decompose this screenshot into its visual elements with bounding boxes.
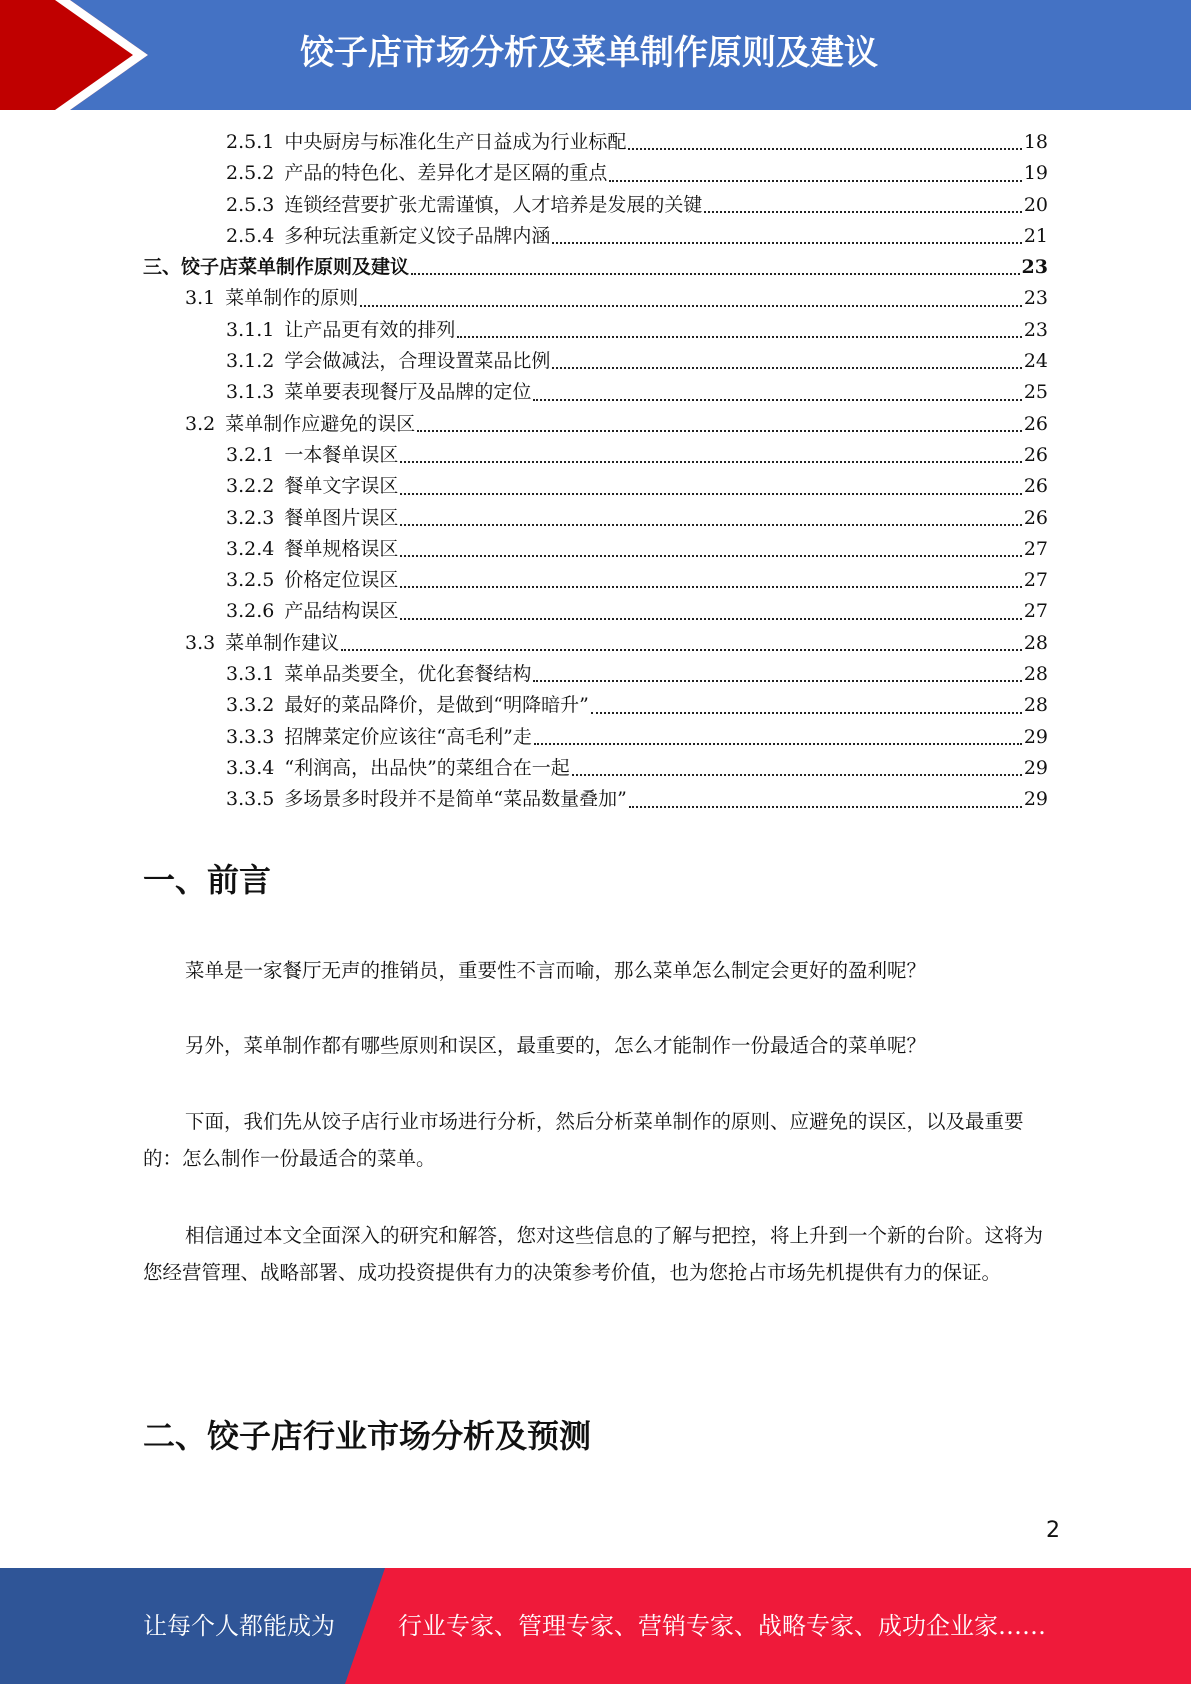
toc-entry-number: 2.5.2 [226, 162, 275, 185]
toc-entry-number: 3.3.2 [226, 694, 275, 717]
toc-entry-number: 3.1 [185, 287, 216, 310]
toc-entry[interactable] [143, 190, 1048, 221]
toc-entry-number: 3.2.5 [226, 569, 275, 592]
toc-entry-number: 3.1.2 [226, 350, 275, 373]
toc-entry-title: 餐单文字误区 [284, 475, 399, 498]
toc-entry[interactable] [143, 221, 1048, 252]
toc-entry-number: 3.1.3 [226, 381, 275, 404]
toc-entry-title: 菜单制作建议 [225, 631, 340, 654]
toc-entry-title: 多场景多时段并不是简单“菜品数量叠加” [284, 788, 627, 811]
toc-entry-title: 价格定位误区 [284, 569, 399, 592]
toc-entry-title: 餐单规格误区 [284, 537, 399, 560]
toc-entry-title: 饺子店菜单制作原则及建议 [181, 256, 410, 279]
page-number: 2 [1046, 1518, 1060, 1543]
page-footer [0, 1568, 1191, 1684]
toc-entry-number: 3.3.5 [226, 788, 275, 811]
toc-entry[interactable] [143, 409, 1048, 440]
toc-entry-number: 3.2.1 [226, 443, 275, 466]
toc-dot-leader [609, 179, 1021, 182]
toc-entry-page: 28 [1023, 631, 1048, 654]
toc-dot-leader [457, 335, 1021, 338]
toc-entry-page: 19 [1023, 162, 1048, 185]
toc-entry-page: 18 [1023, 131, 1048, 153]
toc-entry[interactable] [143, 377, 1048, 408]
toc-dot-leader [572, 773, 1022, 776]
toc-entry-number: 2.5.1 [226, 131, 275, 153]
toc-entry-page: 23 [1023, 318, 1048, 341]
toc-dot-leader [400, 523, 1021, 526]
toc-entry-page: 23 [1023, 287, 1048, 310]
toc-entry-number: 3.3.4 [226, 756, 275, 779]
toc-entry-page: 24 [1023, 350, 1048, 373]
toc-dot-leader [533, 398, 1021, 401]
toc-entry-title: 菜单制作应避免的误区 [225, 412, 416, 435]
section-heading-market-analysis: 二、饺子店行业市场分析及预测 [143, 1417, 592, 1455]
toc-dot-leader [400, 460, 1021, 463]
toc-dot-leader [591, 711, 1022, 714]
toc-entry[interactable] [143, 659, 1048, 690]
toc-entry-title: 最好的菜品降价，是做到“明降暗升” [284, 694, 589, 717]
toc-entry-page: 25 [1023, 381, 1048, 404]
toc-dot-leader [628, 147, 1021, 150]
toc-entry-title: 招牌菜定价应该往“高毛利”走 [284, 725, 532, 748]
toc-entry-number: 3.2.2 [226, 475, 275, 498]
toc-entry-number: 2.5.3 [226, 193, 275, 216]
paragraph: 另外，菜单制作都有哪些原则和误区，最重要的，怎么才能制作一份最适合的菜单呢？ [185, 1034, 927, 1057]
toc-entry-page: 27 [1023, 537, 1048, 560]
page-header [0, 0, 1191, 110]
footer-slogan-right: 行业专家、管理专家、营销专家、战略专家、成功企业家…… [398, 1612, 1046, 1640]
toc-entry-page: 23 [1021, 256, 1048, 279]
toc-entry-page: 27 [1023, 600, 1048, 623]
toc-entry[interactable] [143, 440, 1048, 471]
toc-entry-page: 28 [1023, 663, 1048, 686]
toc-entry-number: 3.1.1 [226, 318, 275, 341]
toc-dot-leader [400, 617, 1021, 620]
toc-dot-leader [629, 805, 1022, 808]
toc-entry-number: 3.2.3 [226, 506, 275, 529]
paragraph: 菜单是一家餐厅无声的推销员，重要性不言而喻，那么菜单怎么制定会更好的盈利呢？ [185, 959, 927, 982]
toc-entry-title: 产品结构误区 [284, 600, 399, 623]
toc-dot-leader [417, 429, 1022, 432]
toc-entry-number: 3.2.6 [226, 600, 275, 623]
toc-entry-title: 学会做减法，合理设置菜品比例 [284, 350, 551, 373]
paragraph: 相信通过本文全面深入的研究和解答，您对这些信息的了解与把控，将上升到一个新的台阶。这将为您经营管理、战略部署、成功投资提供有力的决策参考价值，也为您抢占市场先机提供有力的保证。 [143, 1224, 1044, 1284]
toc-entry[interactable] [143, 565, 1048, 596]
toc-entry-title: 产品的特色化、差异化才是区隔的重点 [284, 162, 608, 185]
toc-entry-page: 26 [1023, 412, 1048, 435]
toc-entry[interactable] [143, 158, 1048, 189]
toc-dot-leader [400, 554, 1021, 557]
toc-entry[interactable] [143, 503, 1048, 534]
table-of-contents [143, 127, 1048, 816]
toc-dot-leader [400, 585, 1021, 588]
toc-dot-leader [552, 366, 1021, 369]
toc-entry-page: 26 [1023, 443, 1048, 466]
toc-entry[interactable] [143, 346, 1048, 377]
toc-entry[interactable] [143, 252, 1048, 283]
toc-entry-title: 一本餐单误区 [284, 443, 399, 466]
toc-entry-page: 21 [1023, 224, 1048, 247]
toc-entry-page: 29 [1023, 756, 1048, 779]
toc-entry[interactable] [143, 534, 1048, 565]
toc-entry[interactable] [143, 784, 1048, 815]
toc-entry-number: 3.3.3 [226, 725, 275, 748]
section-heading-preface: 一、前言 [143, 861, 272, 899]
toc-dot-leader [360, 304, 1022, 307]
toc-entry[interactable] [143, 722, 1048, 753]
footer-slogan-left: 让每个人都能成为 [143, 1612, 335, 1640]
toc-entry-page: 28 [1023, 694, 1048, 717]
toc-entry-page: 27 [1023, 569, 1048, 592]
toc-entry-number: 2.5.4 [226, 224, 275, 247]
toc-entry-number: 3.2 [185, 412, 216, 435]
toc-entry[interactable] [143, 628, 1048, 659]
toc-entry-title: 多种玩法重新定义饺子品牌内涵 [284, 224, 551, 247]
toc-entry-title: 菜单制作的原则 [225, 287, 359, 310]
toc-entry-number: 3.3 [185, 631, 216, 654]
toc-dot-leader [411, 272, 1020, 275]
toc-entry-title: 连锁经营要扩张尤需谨慎，人才培养是发展的关键 [284, 193, 703, 216]
toc-entry-page: 29 [1023, 725, 1048, 748]
toc-dot-leader [704, 210, 1021, 213]
toc-entry-title: “利润高，出品快”的菜组合在一起 [284, 756, 570, 779]
toc-entry-title: 餐单图片误区 [284, 506, 399, 529]
toc-dot-leader [400, 492, 1021, 495]
paragraph: 下面，我们先从饺子店行业市场进行分析，然后分析菜单制作的原则、应避免的误区，以及最重要的：怎么制作一份最适合的菜单。 [143, 1110, 1024, 1170]
toc-dot-leader [534, 742, 1022, 745]
toc-entry[interactable] [143, 283, 1048, 314]
toc-entry[interactable] [143, 690, 1048, 721]
toc-entry[interactable] [143, 127, 1048, 158]
toc-entry-title: 中央厨房与标准化生产日益成为行业标配 [284, 131, 627, 153]
toc-entry-title: 菜单要表现餐厅及品牌的定位 [284, 381, 532, 404]
toc-entry-number: 3.3.1 [226, 663, 275, 686]
toc-entry-page: 26 [1023, 475, 1048, 498]
toc-dot-leader [533, 679, 1021, 682]
toc-entry[interactable] [143, 596, 1048, 627]
toc-entry-number: 三、 [143, 256, 182, 279]
toc-entry[interactable] [143, 315, 1048, 346]
toc-dot-leader [341, 648, 1022, 651]
toc-entry-title: 菜单品类要全，优化套餐结构 [284, 663, 532, 686]
toc-entry[interactable] [143, 753, 1048, 784]
toc-entry-page: 26 [1023, 506, 1048, 529]
toc-entry-page: 20 [1023, 193, 1048, 216]
toc-entry-title: 让产品更有效的排列 [284, 318, 456, 341]
toc-dot-leader [552, 241, 1021, 244]
toc-entry-number: 3.2.4 [226, 537, 275, 560]
toc-entry[interactable] [143, 471, 1048, 502]
document-title: 饺子店市场分析及菜单制作原则及建议 [300, 33, 878, 73]
toc-entry-page: 29 [1023, 788, 1048, 811]
